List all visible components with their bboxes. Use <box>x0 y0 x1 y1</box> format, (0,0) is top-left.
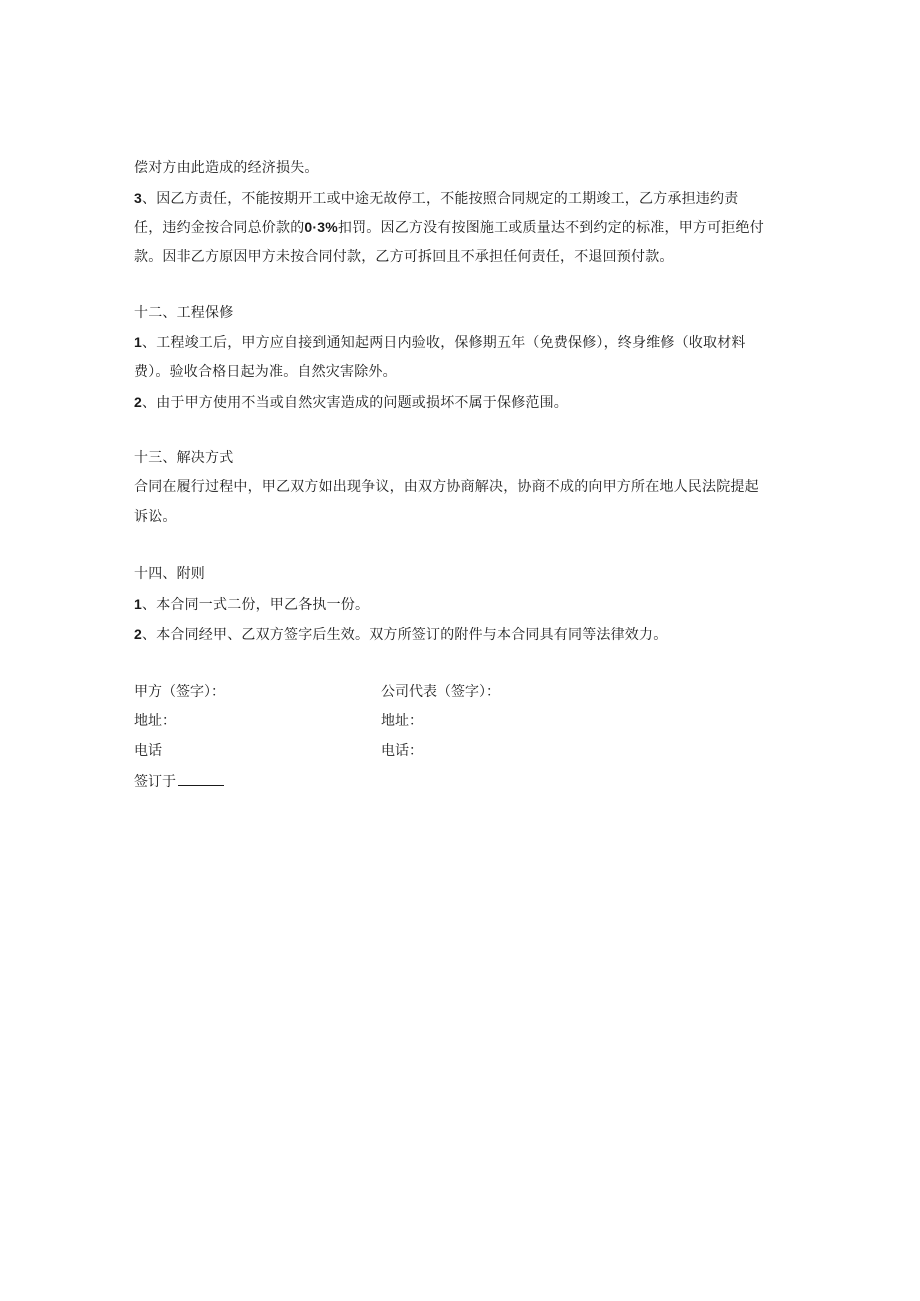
item-number: 2 <box>134 394 142 410</box>
clause-13-line-2 <box>134 507 177 527</box>
clause-11-item-3-line-1 <box>134 188 738 208</box>
signed-at-label: 签订于 <box>134 774 176 790</box>
clause-text: 诉讼。 <box>134 509 177 525</box>
item-number: 3 <box>134 190 142 206</box>
clause-12-item-1-line-2 <box>134 362 397 382</box>
item-text: 款。因非乙方原因甲方未按合同付款，乙方可拆回且不承担任何责任，不退回预付款。 <box>134 249 674 265</box>
clause-text: 偿对方由此造成的经济损失。 <box>134 160 319 176</box>
clause-12-heading <box>134 303 233 323</box>
item-text: 任，违约金按合同总价款的 <box>134 220 305 236</box>
section-heading: 十三、解决方式 <box>134 450 234 466</box>
section-heading: 十二、工程保修 <box>134 305 234 321</box>
penalty-rate: 0·3% <box>304 219 338 235</box>
item-number: 1 <box>134 596 142 612</box>
clause-13-heading <box>134 448 233 468</box>
clause-11-item-3-line-2 <box>134 217 764 237</box>
clause-14-item-1 <box>134 594 369 614</box>
company-rep-signature-label: 公司代表（签字）： <box>381 684 500 700</box>
section-heading: 十四、附则 <box>134 566 205 582</box>
item-number: 1 <box>134 334 142 350</box>
item-text: 、工程竣工后，甲方应自接到通知起两日内验收，保修期五年（免费保修），终身维修（收取材料 <box>142 335 746 351</box>
signed-at-blank <box>178 771 224 786</box>
clause-text: 合同在履行过程中，甲乙双方如出现争议，由双方协商解决，协商不成的向甲方所在地人民法院提起 <box>134 479 759 495</box>
clause-14-item-2 <box>134 624 667 644</box>
clause-11-item-3-line-3 <box>134 247 674 267</box>
party-b-phone-label: 电话： <box>381 743 423 759</box>
item-text: 、因乙方责任，不能按期开工或中途无故停工，不能按照合同规定的工期竣工，乙方承担违约责 <box>142 191 739 207</box>
item-text: 、本合同一式二份，甲乙各执一份。 <box>142 597 370 613</box>
item-number: 2 <box>134 626 142 642</box>
party-a-phone-label: 电话 <box>134 743 162 759</box>
party-b-address-label: 地址： <box>381 713 423 729</box>
clause-12-item-1-line-1 <box>134 332 746 352</box>
item-text: 、由于甲方使用不当或自然灾害造成的问题或损坏不属于保修范围。 <box>142 395 568 411</box>
clause-11-line <box>134 158 319 178</box>
clause-14-heading <box>134 564 205 584</box>
signed-at-line <box>134 771 224 791</box>
item-text: 、本合同经甲、乙双方签字后生效。双方所签订的附件与本合同具有同等法律效力。 <box>142 627 668 643</box>
party-a-signature-label: 甲方（签字）： <box>134 684 225 700</box>
clause-12-item-2 <box>134 392 568 412</box>
item-text: 扣罚。因乙方没有按图施工或质量达不到约定的标准，甲方可拒绝付 <box>337 220 764 236</box>
clause-13-line-1 <box>134 477 759 497</box>
item-text: 费）。验收合格日起为准。自然灾害除外。 <box>134 364 397 380</box>
party-a-address-label: 地址： <box>134 713 176 729</box>
